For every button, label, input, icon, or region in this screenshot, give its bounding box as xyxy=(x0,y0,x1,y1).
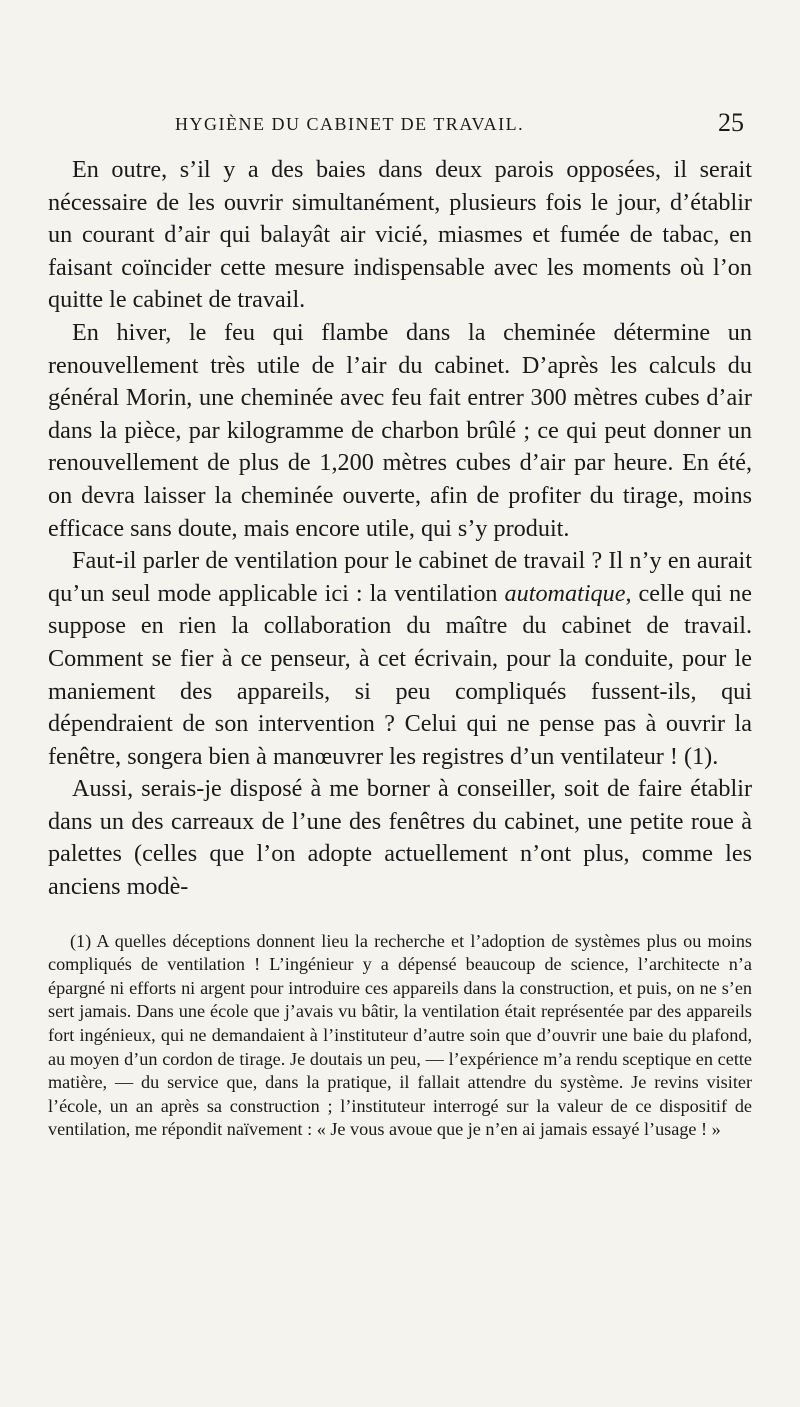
page-header xyxy=(48,104,752,144)
paragraph-4: Aussi, serais-je disposé à me borner à conseiller, soit de faire établir dans un des carreaux de l’une des fenêtres du cabinet, une petite roue à palettes (celles que l’on adopte actuellement n’ont plus, comme les anciens modè- xyxy=(48,775,752,901)
paragraph-3-end: , celle qui ne suppose en rien la collaboration du maître du cabinet de travail. Comment se fier à ce penseur, à cet écrivain, pour la conduite, pour le maniement des appareils, si peu compliqués fussent-ils, qui dépendraient de son intervention ? Celui qui ne pense pas à ouvrir la fenêtre, songera bien à manœuvrer les registres d’un ventilateur ! (1). xyxy=(48,579,753,770)
footnote-text: (1) A quelles déceptions donnent lieu la recherche et l’adoption de systèmes plus ou moins compliqués de ventilation ! L’ingénieur y a dépensé beaucoup de science, l’architecte n’a épargné ni efforts ni argent pour introduire ces appareils dans la construction, et puis, on ne s’en sert jamais. Dans une école que j’avais vu bâtir, la ventilation était représentée par des appareils fort ingénieux, qui ne demandaient à l’instituteur d’autre soin que d’ouvrir une baie du plafond, au moyen d’un cordon de tirage. Je doutais un peu, — l’expérience m’a rendu sceptique en cette matière, — du service que, dans la pratique, il fallait attendre du système. Je revins visiter l’école, un an après sa construction ; l’instituteur interrogé sur la valeur de ce dispositif de ventilation, me répondit naïvement : « Je vous avoue que je n’en ai jamais essayé l’usage ! » xyxy=(48,930,752,1140)
italic-term: automatique xyxy=(504,579,626,607)
page-number: 25 xyxy=(718,108,744,137)
paragraph-1: En outre, s’il y a des baies dans deux parois opposées, il serait nécessaire de les ouvrir simultanément, plusieurs fois le jour, d’établir un courant d’air qui balayât air vicié, miasmes et fumée de tabac, en faisant coïncider cette mesure indispensable avec les moments où l’on quitte le cabinet de travail. xyxy=(48,156,752,314)
footnote xyxy=(48,930,752,1142)
paragraph-3 xyxy=(48,545,752,773)
paragraph-2: En hiver, le feu qui flambe dans la cheminée détermine un renouvellement très utile de l’air du cabinet. D’après les calculs du général Morin, une cheminée avec feu fait entrer 300 mètres cubes d’air dans la pièce, par kilogramme de charbon brûlé ; ce qui peut donner un renouvellement de plus de 1,200 mètres cubes d’air par heure. En été, on devra laisser la cheminée ouverte, afin de profiter du tirage, moins efficace sans doute, mais encore utile, qui s’y produit. xyxy=(48,318,752,542)
main-text xyxy=(48,154,752,904)
running-title: HYGIÈNE DU CABINET DE TRAVAIL. xyxy=(175,114,525,134)
paragraph-3-start: Faut-il parler de ventilation pour le cabinet de travail ? Il n’y en aurait qu’un seul mode applicable ici : la ventilation xyxy=(48,547,752,607)
